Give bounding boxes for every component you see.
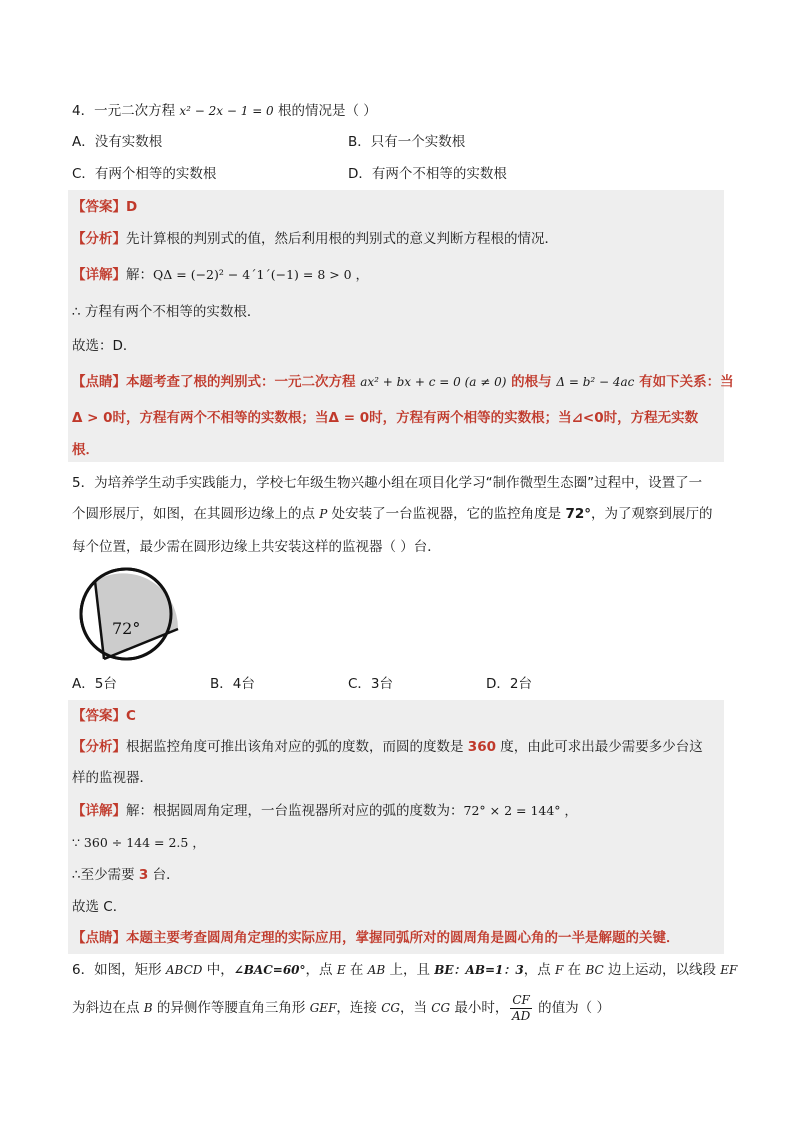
q5-detail [72,801,577,821]
q6-seg-bc: BC [585,963,604,977]
q5-detail-equation: 72° × 2 = 144° ， [463,803,578,818]
q5-point-p: P [319,507,328,521]
q4-option-d: D．有两个不相等的实数根 [348,166,507,182]
q6-stem-line1 [72,960,737,980]
q5-comment-text: 本题主要考查圆周角定理的实际应用，掌握同弧所对的圆周角是圆心角的一半是解题的关键． [126,930,680,946]
q4-detail-line2: ∴ 方程有两个不相等的实数根． [72,304,261,320]
q6-text: 在 [345,962,368,978]
q4-answer-value: D [126,199,138,215]
q5-stem-text: 个圆形展厅，如图，在其圆形边缘上的点 [72,506,320,522]
q6-text: 在 [563,962,586,978]
q5-stem-line2 [72,504,713,524]
q4-comment-text-mid: 的根与 [506,374,557,390]
q4-stem [72,101,377,121]
q6-text: 上，且 [385,962,435,978]
analysis-tag: 【分析】 [72,231,126,247]
q5-option-b: B．4台 [210,676,255,692]
q4-stem-text: 4．一元二次方程 [72,103,180,119]
q6-text: ，连接 [336,1000,382,1016]
q5-detail-line3 [72,865,180,885]
q4-option-b: B．只有一个实数根 [348,134,466,150]
q5-option-c: C．3台 [348,676,394,692]
q6-text: 的值为（ ） [533,1000,610,1016]
q6-text: ，点 [305,962,337,978]
q4-detail-prefix: 解： [126,267,153,283]
q5-option-a: A．5台 [72,676,117,692]
angle-label: 72° [112,619,141,638]
q5-answer-value: C [126,708,136,724]
q4-comment-line2: Δ > 0时，方程有两个不相等的实数根；当Δ = 0时，方程有两个相等的实数根；当⊿<0时，方程无实数 [72,410,699,426]
q6-rect-abcd: ABCD [165,963,203,977]
q4-analysis-text: 先计算根的判别式的值，然后利用根的判别式的意义判断方程根的情况． [126,231,558,247]
q6-text: 中， [202,962,234,978]
q6-seg-ab: AB [367,963,386,977]
q4-detail-equation: QΔ = (−2)² − 4´1´(−1) = 8 > 0 ， [153,267,369,282]
q4-comment-discriminant: Δ = b² − 4ac [556,375,635,389]
q6-fraction-numerator: CF [512,992,530,1007]
q5-analysis-text: 根据监控角度可推出该角对应的弧的度数，而圆的度数是 [126,739,468,755]
q5-detail-l3-text: ∴至少需要 [72,867,139,883]
detail-tag: 【详解】 [72,267,126,283]
q5-analysis [72,737,703,757]
q5-angle-value: 72° [565,506,592,522]
q6-seg-ef: EF [720,963,738,977]
q6-point-f: F [555,963,564,977]
q4-choose: 故选：D． [72,338,137,354]
q4-answer [72,197,137,217]
q6-text: 为斜边在点 [72,1000,144,1016]
q4-comment [72,372,734,392]
q4-analysis [72,229,558,249]
answer-tag: 【答案】 [72,199,126,215]
q5-comment [72,928,680,948]
q5-stem-text-tail: ，为了观察到展厅的 [591,506,713,522]
q4-comment-text: 本题考查了根的判别式：一元二次方程 [126,374,361,390]
q4-equation: x² − 2x − 1 = 0 [179,104,274,118]
q5-analysis-line2: 样的监视器． [72,770,153,786]
q6-fraction [510,993,532,1024]
q5-analysis-text-tail: 度，由此可求出最少需要多少台这 [495,739,703,755]
q5-detail-line2: ∵ 360 ÷ 144 = 2.5 ， [72,835,205,850]
q6-seg-cg: CG [381,1001,400,1015]
q5-detail-text: 解：根据圆周角定理，一台监视器所对应的弧的度数为： [126,803,464,819]
q4-option-a: A．没有实数根 [72,134,163,150]
q6-text: ，点 [523,962,556,978]
q6-triangle-gef: GEF [309,1001,337,1015]
q6-text: ，当 [399,1000,432,1016]
q6-ratio: BE：AB=1：3 [434,963,524,977]
q4-detail [72,265,368,285]
q5-stem-line1: 5．为培养学生动手实践能力，学校七年级生物兴趣小组在项目化学习“制作微型生态圈”过程中，设置了一 [72,475,703,491]
q4-stem-tail: 根的情况是（ ） [273,103,377,119]
comment-tag: 【点睛】 [72,930,126,946]
q5-answer [72,706,136,726]
q5-stem-line3: 每个位置，最少需在圆形边缘上共安装这样的监视器（ ）台． [72,539,441,555]
q4-option-c: C．有两个相等的实数根 [72,166,217,182]
q5-option-d: D．2台 [486,676,532,692]
q6-stem-line2 [72,992,610,1024]
q5-circle-figure [68,565,184,665]
q4-comment-text-tail: 有如下关系：当 [634,374,734,390]
q4-comment-equation: ax² + bx + c = 0 (a ≠ 0) [360,375,507,389]
q6-text: 最小时， [450,1000,509,1016]
answer-tag: 【答案】 [72,708,126,724]
q5-detail-l3-tail: 台． [148,867,180,883]
q5-detail-l3-num: 3 [138,867,149,883]
q5-analysis-360: 360 [467,739,496,755]
q5-stem-text-mid: 处安装了一台监视器，它的监控角度是 [327,506,566,522]
q6-seg-cg-2: CG [431,1001,451,1015]
q6-text: 6．如图，矩形 [72,962,166,978]
q6-angle-bac: ∠BAC=60° [233,963,306,977]
q6-fraction-denominator: AD [511,1008,531,1023]
q6-text: 的异侧作等腰直角三角形 [152,1000,310,1016]
q5-choose: 故选 C． [72,899,127,915]
q6-text: 边上运动，以线段 [603,962,721,978]
detail-tag: 【详解】 [72,803,126,819]
q4-comment-line3: 根． [72,442,99,458]
comment-tag: 【点睛】 [72,374,126,390]
q6-point-e: E [336,963,346,977]
analysis-tag: 【分析】 [72,739,126,755]
q6-point-b: B [143,1001,153,1015]
